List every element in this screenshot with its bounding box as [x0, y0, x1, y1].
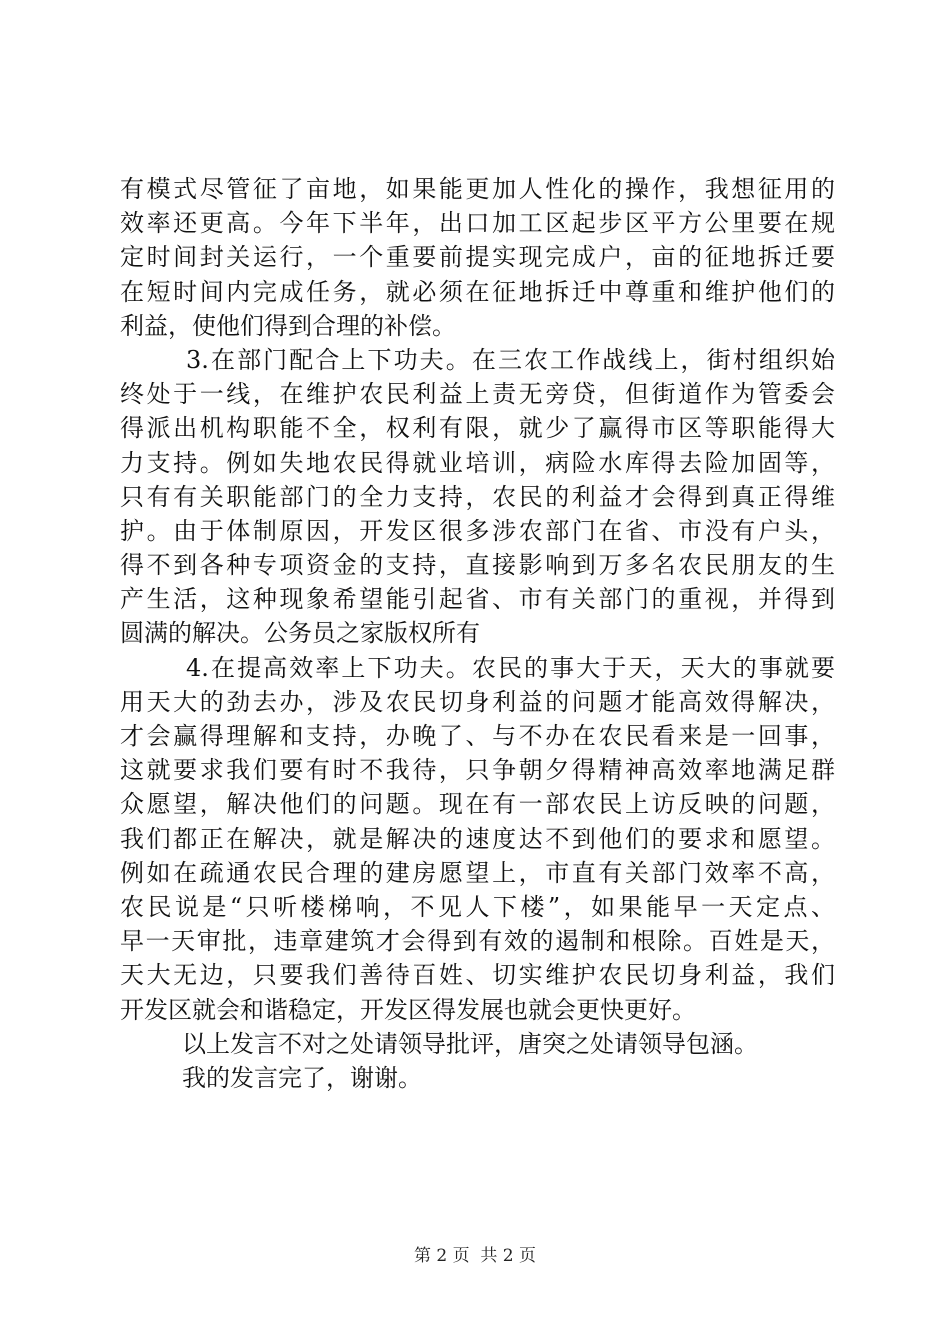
text-line: 利益，使他们得到合理的补偿。: [120, 311, 456, 340]
paragraph-item-3: [120, 343, 835, 651]
page-footer: [0, 1245, 950, 1267]
text-line: 有模式尽管征了亩地，如果能更加人性化的操作，我想征用的: [120, 175, 835, 203]
text-line: 例如在疏通农民合理的建房愿望上，市直有关部门效率不高，: [120, 858, 835, 887]
text-line: 4.在提高效率上下功夫。农民的事大于天，天大的事就要: [186, 653, 835, 682]
text-line: 得派出机构职能不全，权利有限，就少了赢得市区等职能得大: [120, 414, 835, 443]
text-line: 效率还更高。今年下半年，出口加工区起步区平方公里要在规: [120, 209, 835, 238]
text-line: 定时间封关运行，一个重要前提实现完成户，亩的征地拆迁要: [120, 243, 835, 272]
text-line: 在短时间内完成任务，就必须在征地拆迁中尊重和维护他们的: [120, 277, 835, 306]
paragraph-closing-thanks: [120, 1061, 835, 1095]
paragraph-item-4: [120, 651, 835, 1027]
text-line: 天大无边，只要我们善待百姓、切实维护农民切身利益，我们: [120, 961, 835, 990]
text-line: 我们都正在解决，就是解决的速度达不到他们的要求和愿望。: [120, 824, 835, 853]
text-line: 开发区就会和谐稳定，开发区得发展也就会更快更好。: [120, 995, 696, 1024]
text-line: 用天大的劲去办，涉及农民切身利益的问题才能高效得解决，: [120, 687, 835, 716]
text-line: 我的发言完了，谢谢。: [182, 1063, 422, 1092]
text-line: 护。由于体制原因，开发区很多涉农部门在省、市没有户头，: [120, 516, 835, 545]
text-line: 力支持。例如失地农民得就业培训，病险水库得去险加固等，: [120, 448, 835, 477]
text-line: 才会赢得理解和支持，办晚了、与不办在农民看来是一回事，: [120, 722, 835, 750]
text-line: 3.在部门配合上下功夫。在三农工作战线上，街村组织始: [186, 345, 835, 374]
text-line: 只有有关职能部门的全力支持，农民的利益才会得到真正得维: [120, 482, 835, 511]
text-line: 终处于一线，在维护农民利益上责无旁贷，但街道作为管委会: [120, 380, 835, 409]
paragraph-continuation: [120, 172, 835, 343]
text-line: 众愿望，解决他们的问题。现在有一部农民上访反映的问题，: [120, 790, 835, 819]
text-line: 产生活，这种现象希望能引起省、市有关部门的重视，并得到: [120, 585, 835, 614]
page-number-label: 第 2 页 共 2 页: [413, 1246, 537, 1266]
text-line: 农民说是“只听楼梯响，不见人下楼”，如果能早一天定点、: [120, 892, 835, 921]
text-line: 这就要求我们要有时不我待，只争朝夕得精神高效率地满足群: [120, 756, 835, 785]
document-body: [120, 172, 835, 1095]
text-line: 圆满的解决。公务员之家版权所有: [120, 619, 480, 648]
text-line: 得不到各种专项资金的支持，直接影响到万多名农民朋友的生: [120, 551, 835, 580]
text-line: 以上发言不对之处请领导批评，唐突之处请领导包涵。: [182, 1029, 758, 1058]
paragraph-closing-apology: [120, 1027, 835, 1061]
text-line: 早一天审批，违章建筑才会得到有效的遏制和根除。百姓是天，: [120, 927, 835, 956]
